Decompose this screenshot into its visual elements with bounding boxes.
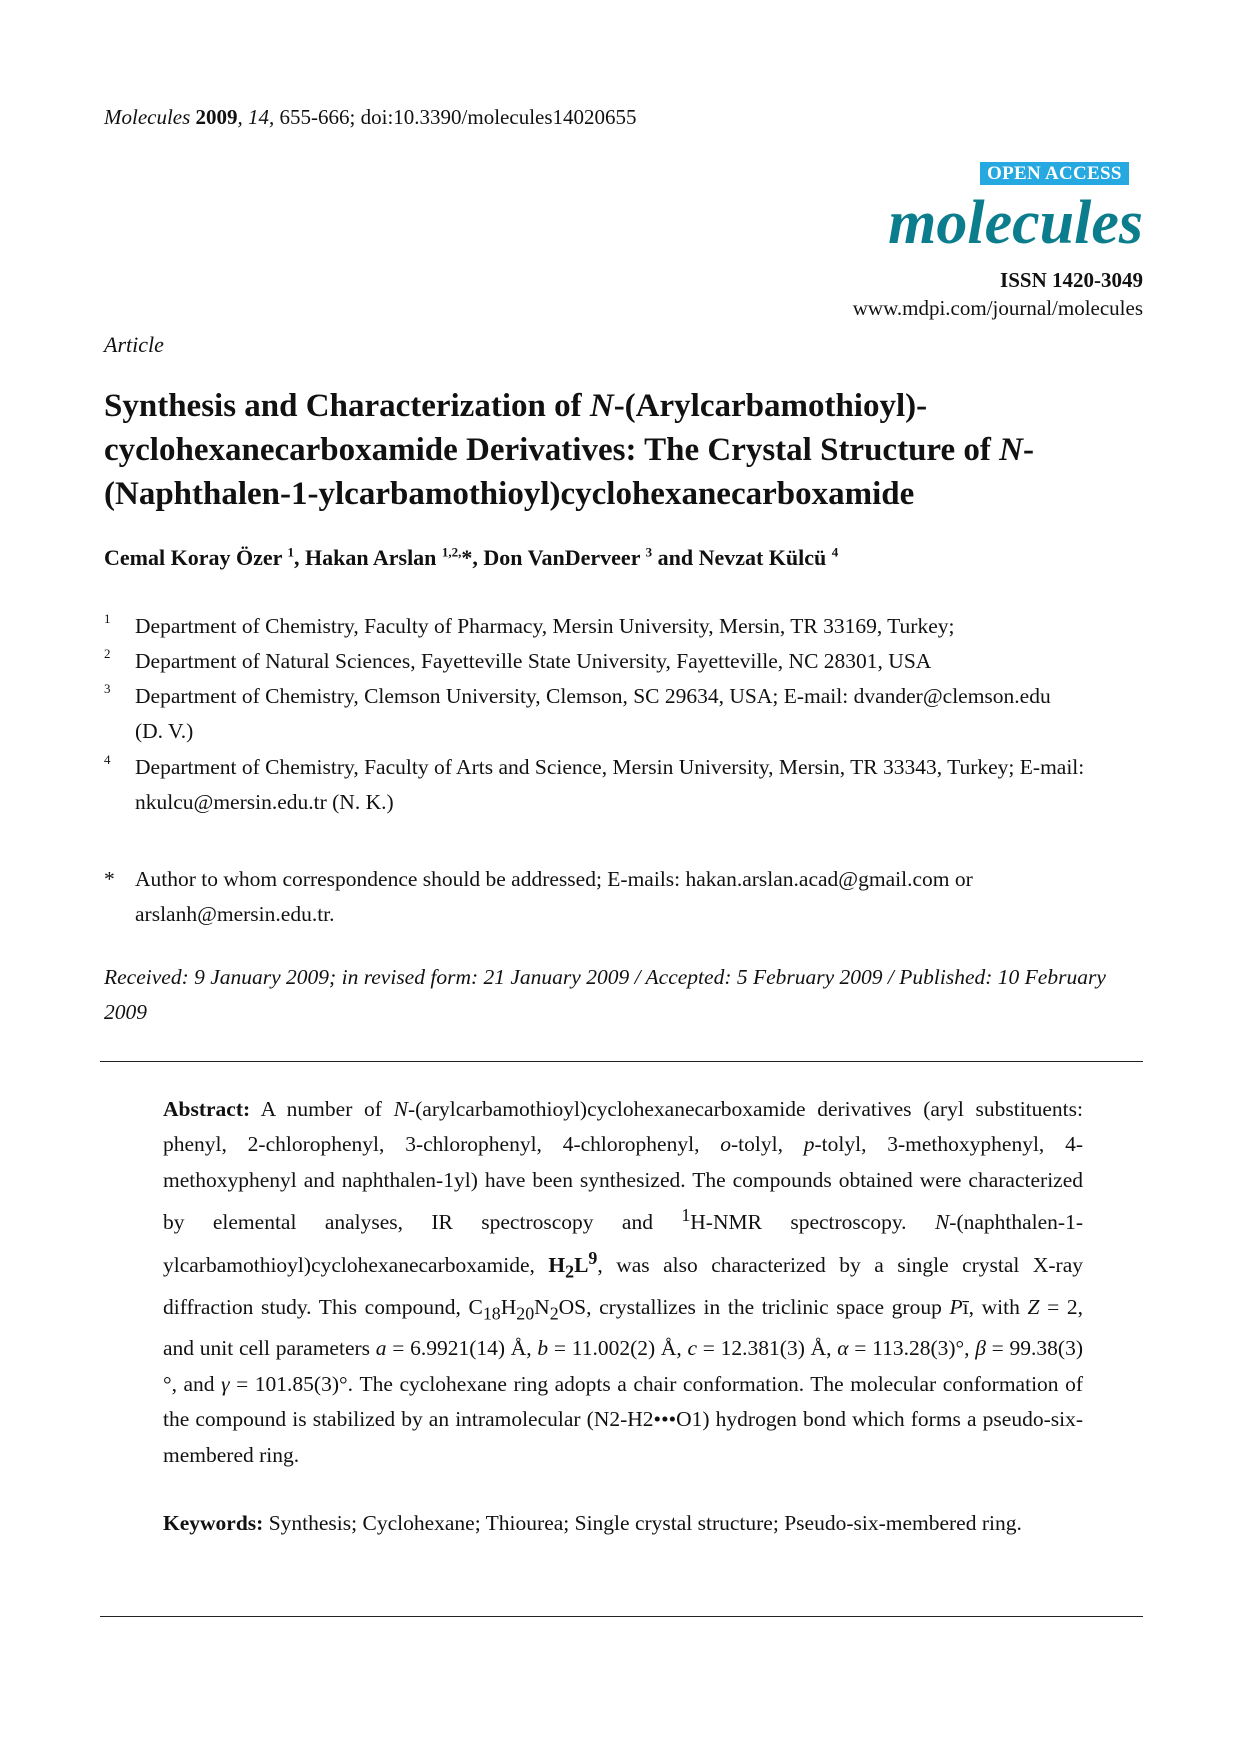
author: Don VanDerveer $^3$ and <box>483 545 699 571</box>
affiliation-text: Department of Chemistry, Faculty of Arts and Science, Mersin University, Mersin, TR 33343, Turkey; E-mail: nkulcu@mersin.edu.tr (N. K.) <box>135 755 1085 814</box>
citation-journal: Molecules <box>104 105 191 129</box>
article-type: Article <box>104 332 164 357</box>
abstract-label: Abstract: <box>163 1097 251 1121</box>
affiliation-3 <box>104 679 1074 749</box>
affiliation-4 <box>104 750 1104 820</box>
bottom-divider <box>100 1616 1143 1617</box>
paper-title: Synthesis and Characterization of N-(Arylcarbamothioyl)-cyclohexanecarboxamide Derivatives: The Crystal Structure of N-(Naphthalen-1-ylcarbamothioyl)cyclohexanecarboxamide <box>104 388 1034 512</box>
affiliation-number: 3 <box>104 681 111 696</box>
citation-year: 2009 <box>195 105 238 129</box>
publication-dates: Received: 9 January 2009; in revised form: 21 January 2009 / Accepted: 5 February 2009 / Published: 10 February 2009 <box>104 965 1106 1024</box>
journal-website[interactable]: www.mdpi.com/journal/molecules <box>852 296 1143 320</box>
abstract: Abstract: A number of N-(arylcarbamothioyl)cyclohexanecarboxamide derivatives (aryl substituents: phenyl, 2-chlorophenyl, 3-chlorophenyl, 4-chlorophenyl, o-tolyl, p-tolyl, 3-methoxyphenyl, 4-methoxyphenyl and naphthalen-1yl) have been synthesized. The compounds obtained were characterized by elemental analyses, IR spectroscopy and $^1$H-NMR spectroscopy. N-(naphthalen-1-ylcarbamothioyl)cyclohexanecarboxamide, $H_2L^9$, was also characterized by a single crystal X-ray diffraction study. This compound, $C_{18}H_{20}N_2OS$, crystallizes in the triclinic space group Pī, with Z = 2, and unit cell parameters a = 6.9921(14) Å, b = 11.002(2) Å, c = 12.381(3) Å, α = 113.28(3)°, β = 99.38(3)°, and γ = 101.85(3)°. The cyclohexane ring adopts a chair conformation. The molecular conformation of the compound is stabilized by an intramolecular (N2-H2•••O1) hydrogen bond which forms a pseudo-six-membered ring. <box>163 1097 1084 1467</box>
affiliation-number: 1 <box>104 611 111 626</box>
affiliation-text: Department of Chemistry, Clemson University, Clemson, SC 29634, USA; E-mail: dvander@clemson.edu (D. V.) <box>135 684 1051 743</box>
keywords <box>163 1506 1083 1541</box>
open-access-badge: OPEN ACCESS <box>980 162 1129 185</box>
author: Cemal Koray Özer $^1$, <box>104 545 305 571</box>
affiliation-2 <box>104 644 1154 679</box>
journal-logo: molecules <box>888 189 1143 257</box>
affiliation-1 <box>104 609 1154 644</box>
keywords-text: Synthesis; Cyclohexane; Thiourea; Single crystal structure; Pseudo-six-membered ring. <box>263 1511 1022 1535</box>
citation-line <box>104 105 637 130</box>
affiliation-number: 2 <box>104 646 111 661</box>
citation-volume: , 14, <box>237 105 275 129</box>
affiliation-number: 4 <box>104 752 111 767</box>
correspondence-star: * <box>104 867 115 891</box>
affiliation-text: Department of Chemistry, Faculty of Pharmacy, Mersin University, Mersin, TR 33169, Turkey; <box>135 614 955 638</box>
author-list <box>104 545 838 571</box>
issn: ISSN 1420-3049 <box>1000 268 1143 292</box>
author: Hakan Arslan $^{1,2,}$*, <box>304 545 484 571</box>
correspondence-text: Author to whom correspondence should be addressed; E-mails: hakan.arslan.acad@gmail.com or arslanh@mersin.edu.tr. <box>135 867 973 926</box>
author: Nevzat Külcü $^4$ <box>698 545 839 571</box>
keywords-label: Keywords: <box>163 1511 264 1535</box>
top-divider <box>100 1061 1143 1062</box>
ligand-label: $H_2L^9$ <box>548 1247 598 1282</box>
affiliation-text: Department of Natural Sciences, Fayetteville State University, Fayetteville, NC 28301, USA <box>135 649 932 673</box>
citation-doi: 655-666; doi:10.3390/molecules14020655 <box>279 105 637 129</box>
correspondence-note <box>104 862 1154 932</box>
